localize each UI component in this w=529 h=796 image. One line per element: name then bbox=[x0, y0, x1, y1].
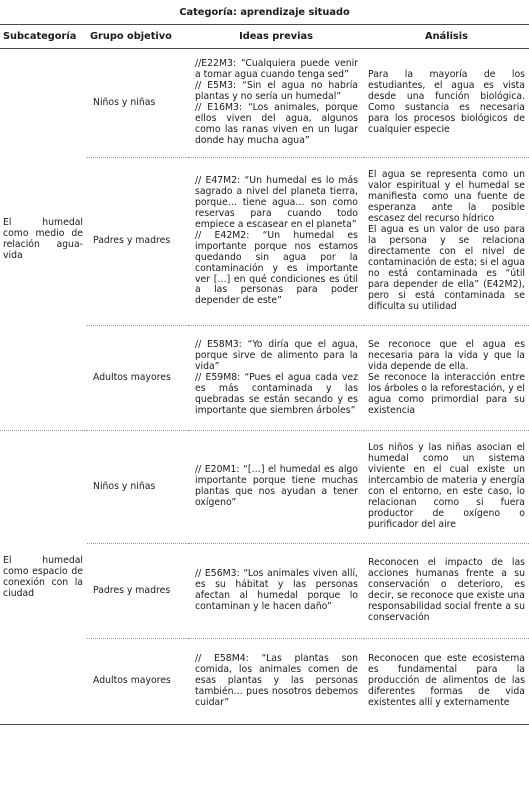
idea-quote: //E22M3: “Cualquiera puede venir a tomar agua cuando tenga sed” bbox=[195, 58, 358, 81]
analysis-cell bbox=[364, 158, 529, 326]
ideas-cell bbox=[188, 639, 364, 725]
table-row bbox=[0, 49, 529, 158]
header-subcategory: Subcategoría bbox=[0, 24, 87, 49]
ideas-cell bbox=[188, 431, 364, 544]
table-caption: Categoría: aprendizaje situado bbox=[0, 4, 529, 24]
subcategory-cell: El humedal como medio de relación agua-vida bbox=[3, 216, 83, 261]
subcategory-cell: El humedal como espacio de conexión con la ciudad bbox=[0, 431, 87, 725]
analysis-text: Para la mayoría de los estudiantes, el agua es vista desde una función biológica. Como sustancia es necesaria para los procesos biológicos de cualquier especie bbox=[368, 69, 525, 136]
analysis-text: Reconocen el impacto de las acciones humanas frente a su conservación o deterioro, es decir, se reconoce que existe una responsabilidad social frente a su conservación bbox=[368, 557, 525, 624]
analysis-text: Se reconoce la interacción entre los árboles o la reforestación, y el agua como primordial para su existencia bbox=[368, 371, 525, 416]
idea-quote: // E59M8: “Pues el agua cada vez es más contaminada y las quebradas se están secando y es importante que siembren árboles” bbox=[195, 371, 358, 416]
analysis-cell bbox=[364, 431, 529, 544]
header-target-group: Grupo objetivo bbox=[87, 24, 188, 49]
idea-quote: // E56M3: “Los animales viven allí, es su hábitat y las personas afectan al humedal porque lo contaminan y le hacen daño” bbox=[195, 568, 358, 613]
group-cell: Adultos mayores bbox=[87, 326, 188, 431]
group-cell: Niños y niñas bbox=[87, 431, 188, 544]
header-prior-ideas: Ideas previas bbox=[188, 24, 364, 49]
idea-quote: // E58M4: “Las plantas son comida, los animales comen de esas plantas y las personas también… pues nosotros debemos cuidar” bbox=[195, 653, 358, 709]
analysis-cell bbox=[364, 544, 529, 639]
ideas-cell bbox=[188, 49, 364, 158]
header-analysis: Análisis bbox=[364, 24, 529, 49]
idea-quote: // E20M1: “[…] el humedal es algo importante porque tiene muchas plantas que nos ayudan a tener oxígeno” bbox=[195, 464, 358, 509]
analysis-text: El agua se representa como un valor espiritual y el humedal se manifiesta como una fuente de esperanza ante la posible escasez del recurso hídrico bbox=[368, 169, 525, 225]
analysis-cell bbox=[364, 639, 529, 725]
idea-quote: // E16M3: “Los animales, porque ellos viven del agua, algunos como las ranas viven en un lugar donde hay mucha agua” bbox=[195, 102, 358, 146]
analysis-cell bbox=[364, 49, 529, 158]
analysis-text: Los niños y las niñas asocian el humedal como un sistema viviente en el cual existe un intercambio de materia y energía con el entorno, en este caso, lo relacionan como si fuera productor de oxígeno o purificador del aire bbox=[368, 442, 525, 530]
group-cell: Padres y madres bbox=[87, 158, 188, 326]
analysis-text: Se reconoce que el agua es necesaria para la vida y que la vida depende de ella. bbox=[368, 338, 525, 372]
idea-quote: // E47M2: “Un humedal es lo más sagrado a nivel del planeta tierra, porque… tiene agua… son como reservas para cuando todo empiece a escasear en el planeta” bbox=[195, 174, 358, 230]
idea-quote: // E5M3: “Sin el agua no habría plantas y no sería un humedal” bbox=[195, 80, 358, 103]
idea-quote: // E58M3: “Yo diría que el agua, porque sirve de alimento para la vida” bbox=[195, 338, 358, 372]
group-cell: Padres y madres bbox=[87, 544, 188, 639]
idea-quote: // E42M2: “Un humedal es importante porque nos estamos quedando sin agua por la contaminación y es importante ver […] en qué condiciones es útil a las personas para poder depender de este” bbox=[195, 229, 358, 307]
group-cell: Adultos mayores bbox=[87, 639, 188, 725]
analysis-cell bbox=[364, 326, 529, 431]
analysis-text: Reconocen que este ecosistema es fundamental para la producción de alimentos de las diferentes formas de vida existentes allí y externamente bbox=[368, 653, 525, 709]
situated-learning-table bbox=[0, 4, 529, 725]
analysis-text: El agua es un valor de uso para la persona y se relaciona directamente con el nivel de contaminación de esta; si el agua no está contaminada es “útil para depender de ella” (E42M2), pero si está contaminada se dificulta su utilidad bbox=[368, 224, 525, 312]
ideas-cell bbox=[188, 326, 364, 431]
table-row bbox=[0, 431, 529, 544]
group-cell: Niños y niñas bbox=[93, 96, 156, 108]
ideas-cell bbox=[188, 544, 364, 639]
ideas-cell bbox=[188, 158, 364, 326]
